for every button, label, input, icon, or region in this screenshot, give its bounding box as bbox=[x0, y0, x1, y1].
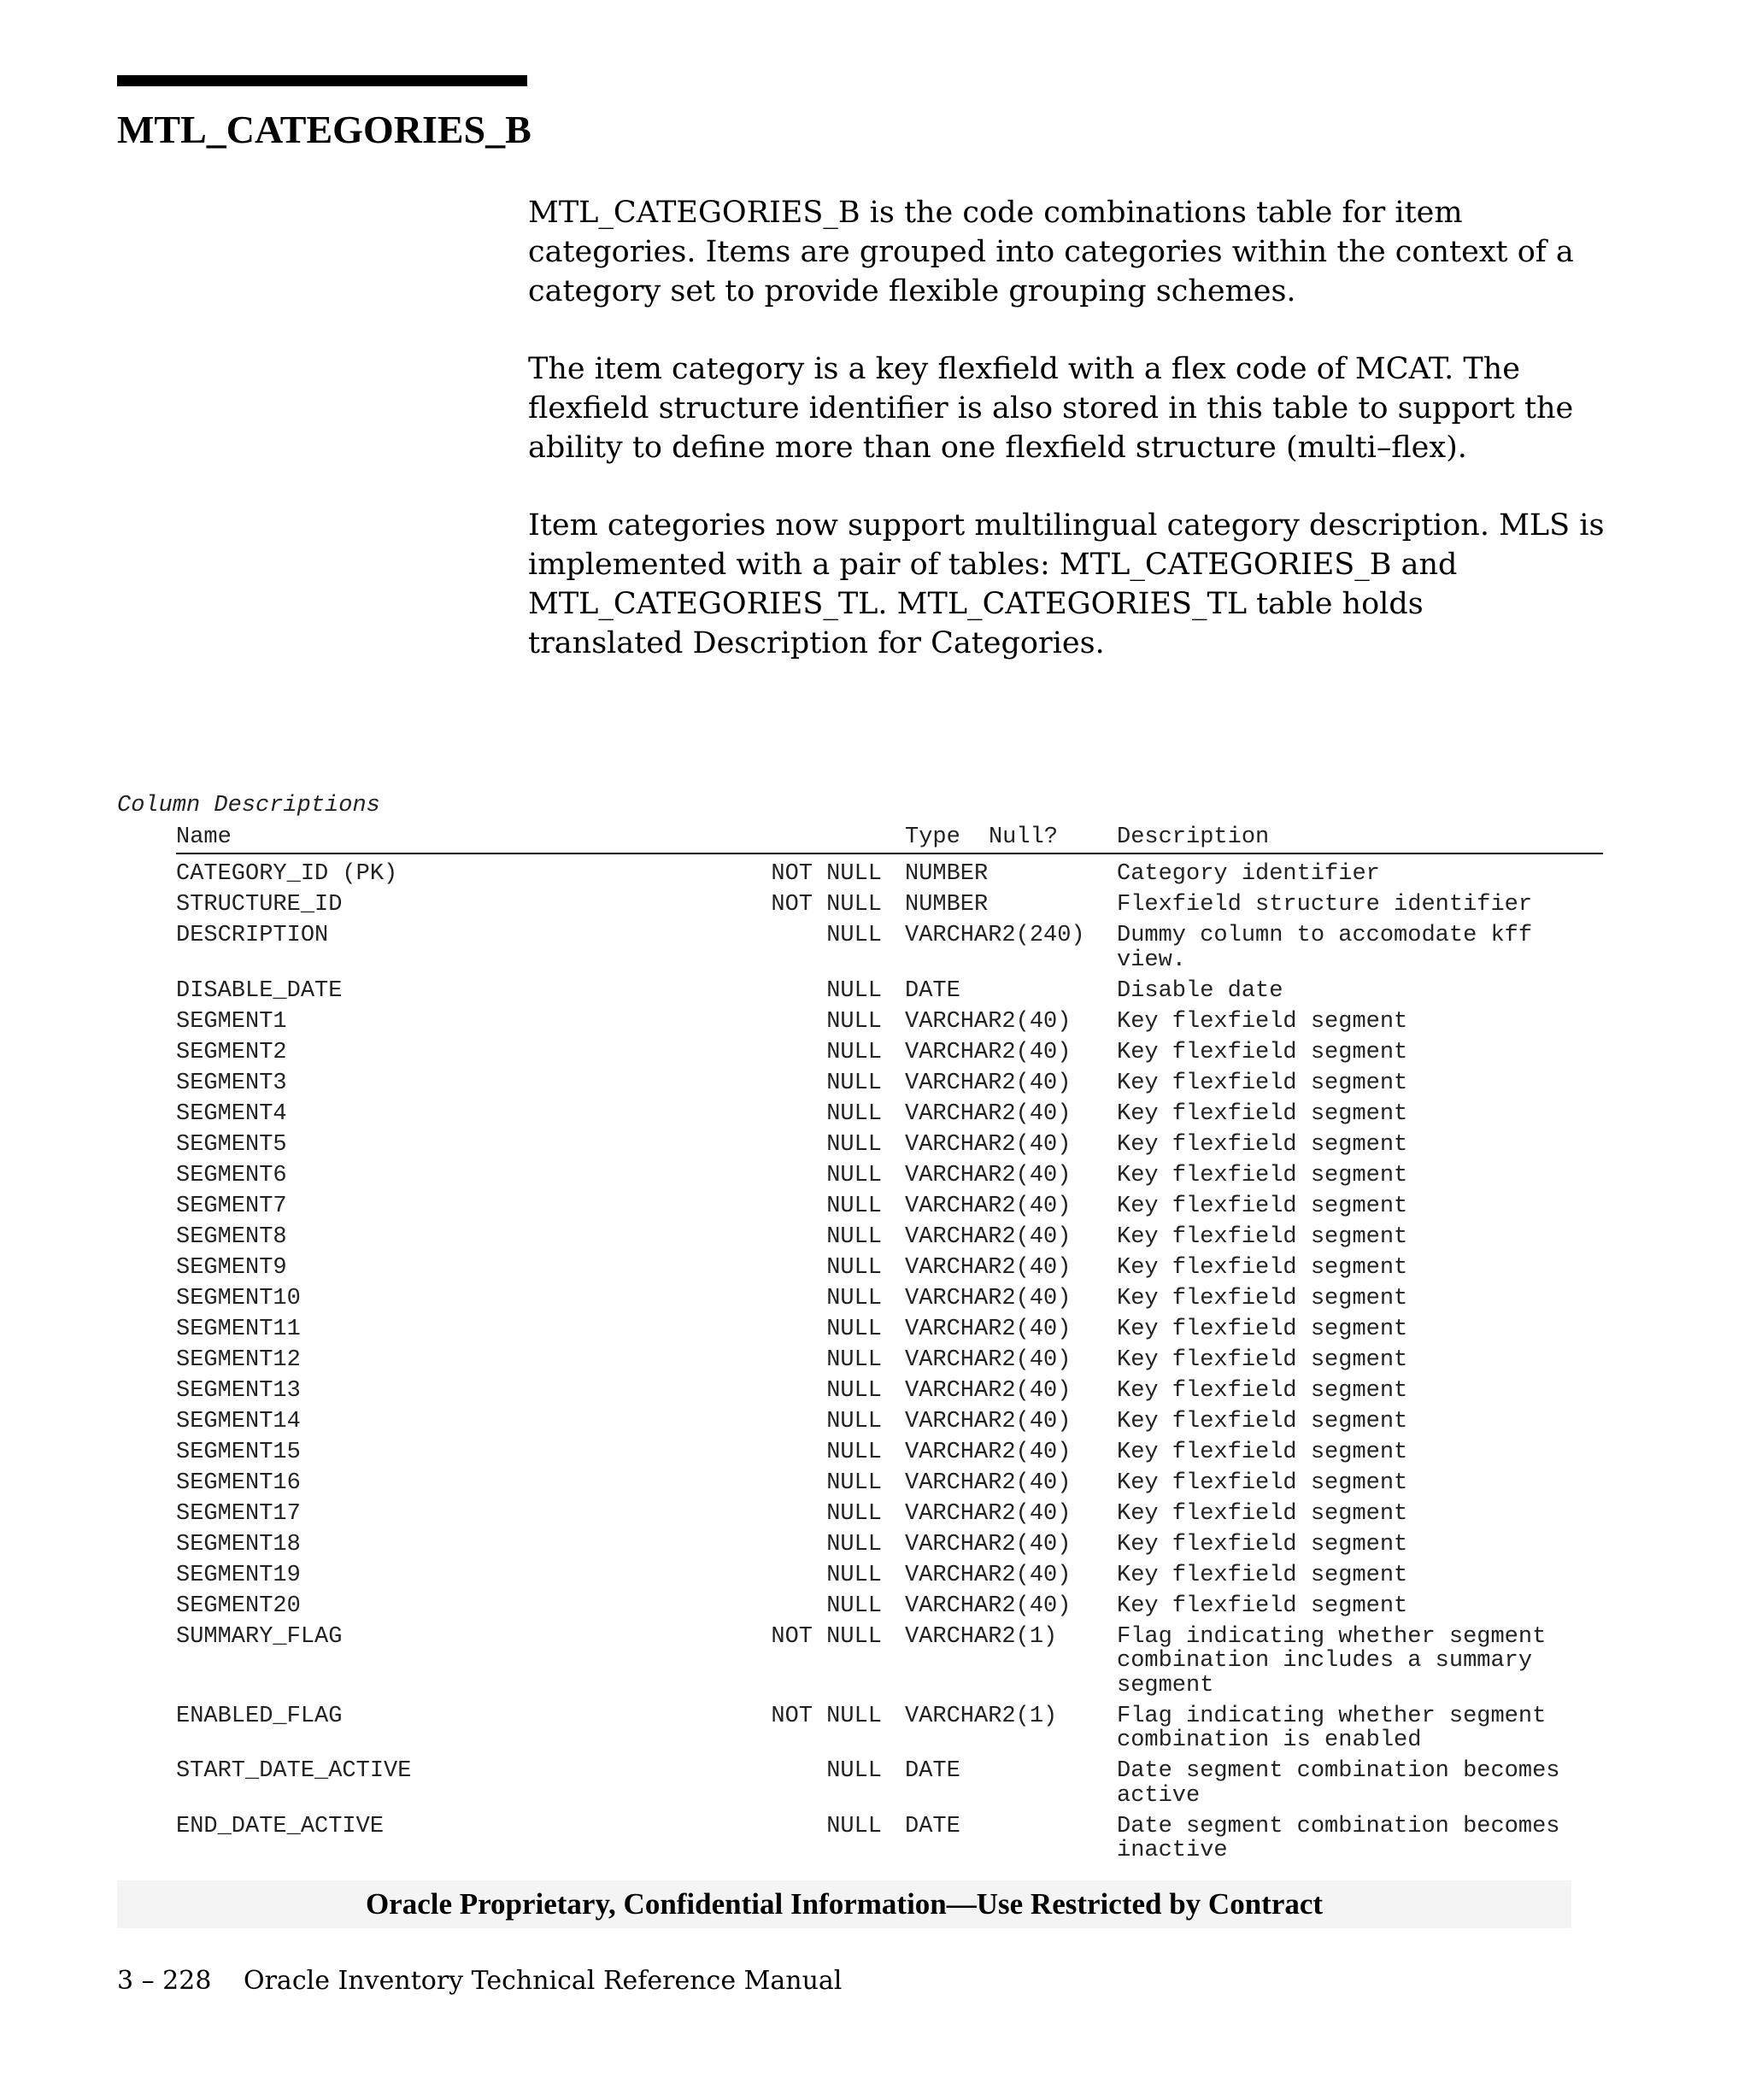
column-description: Key flexfield segment bbox=[1117, 1223, 1408, 1250]
column-type: VARCHAR2(240) bbox=[905, 923, 1085, 948]
column-type: VARCHAR2(40) bbox=[905, 1100, 1072, 1127]
intro-paragraph: MTL_CATEGORIES_B is the code combinations table for item categories. Items are grouped into categories within the context of a category set to provide flexible grouping schemes. bbox=[528, 196, 1574, 308]
column-null: NULL bbox=[826, 1562, 882, 1588]
column-type: VARCHAR2(40) bbox=[905, 1593, 1072, 1619]
column-null: NULL bbox=[826, 1008, 882, 1035]
column-type: VARCHAR2(40) bbox=[905, 1193, 1072, 1219]
column-type: VARCHAR2(40) bbox=[905, 1500, 1072, 1527]
table-row bbox=[176, 1133, 1603, 1158]
table-row bbox=[176, 1317, 1603, 1342]
column-null: NULL bbox=[826, 1193, 882, 1219]
column-null: NOT NULL bbox=[771, 1623, 882, 1650]
table-row bbox=[176, 1410, 1603, 1434]
manual-title: Oracle Inventory Technical Reference Manual bbox=[244, 1966, 843, 1996]
column-description: Key flexfield segment bbox=[1117, 1254, 1408, 1281]
column-null: NULL bbox=[826, 1254, 882, 1281]
table-row bbox=[176, 1102, 1603, 1127]
column-name: CATEGORY_ID (PK) bbox=[176, 861, 398, 887]
column-description: Key flexfield segment bbox=[1117, 1377, 1408, 1404]
column-type: VARCHAR2(40) bbox=[905, 1070, 1072, 1096]
column-null: NULL bbox=[826, 1593, 882, 1619]
section-label: Column Descriptions bbox=[117, 793, 380, 818]
table-row bbox=[176, 1379, 1603, 1404]
table-row bbox=[176, 979, 1603, 1004]
column-description: Date segment combination becomes active bbox=[1117, 1758, 1560, 1809]
column-name: SEGMENT13 bbox=[176, 1377, 301, 1404]
column-type: NUMBER bbox=[905, 892, 989, 918]
confidential-banner bbox=[117, 1880, 1571, 1928]
column-null: NULL bbox=[826, 1223, 882, 1250]
column-name: SEGMENT4 bbox=[176, 1100, 287, 1127]
column-description: Dummy column to accomodate kff view. bbox=[1117, 923, 1533, 973]
column-name: SEGMENT6 bbox=[176, 1162, 287, 1188]
column-name: SEGMENT5 bbox=[176, 1131, 287, 1158]
column-null: NOT NULL bbox=[771, 892, 882, 918]
column-name: SEGMENT16 bbox=[176, 1469, 301, 1496]
column-name: SEGMENT3 bbox=[176, 1070, 287, 1096]
table-row bbox=[176, 1502, 1603, 1527]
table-header bbox=[176, 822, 1603, 854]
column-name: SEGMENT18 bbox=[176, 1531, 301, 1557]
column-name: SEGMENT11 bbox=[176, 1316, 301, 1342]
column-null: NULL bbox=[826, 1758, 882, 1784]
column-description: Key flexfield segment bbox=[1117, 1039, 1408, 1065]
column-type: VARCHAR2(40) bbox=[905, 1316, 1072, 1342]
column-null: NULL bbox=[826, 1469, 882, 1496]
column-name: SEGMENT9 bbox=[176, 1254, 287, 1281]
column-name: ENABLED_FLAG bbox=[176, 1703, 343, 1729]
table-row bbox=[176, 1471, 1603, 1496]
column-name: SEGMENT8 bbox=[176, 1223, 287, 1250]
column-type: VARCHAR2(1) bbox=[905, 1623, 1058, 1650]
table-row bbox=[176, 1287, 1603, 1311]
column-null: NOT NULL bbox=[771, 861, 882, 887]
table-row bbox=[176, 1225, 1603, 1250]
column-description: Category identifier bbox=[1117, 861, 1380, 887]
column-null: NULL bbox=[826, 1316, 882, 1342]
intro-text bbox=[528, 193, 1639, 701]
column-type: VARCHAR2(1) bbox=[905, 1703, 1058, 1729]
column-name: SEGMENT2 bbox=[176, 1039, 287, 1065]
table-row bbox=[176, 1164, 1603, 1188]
column-description: Key flexfield segment bbox=[1117, 1285, 1408, 1311]
table-row bbox=[176, 1594, 1603, 1619]
column-type: VARCHAR2(40) bbox=[905, 1039, 1072, 1065]
column-name: START_DATE_ACTIVE bbox=[176, 1758, 412, 1784]
column-type: VARCHAR2(40) bbox=[905, 1469, 1072, 1496]
header-name: Name bbox=[176, 824, 232, 850]
intro-paragraph: The item category is a key flexfield with a flex code of MCAT. The flexfield structure identifier is also stored in this table to support the ability to define more than one flexfield structure (multi–flex). bbox=[528, 352, 1574, 465]
table-row bbox=[176, 1010, 1603, 1035]
column-name: SEGMENT1 bbox=[176, 1008, 287, 1035]
column-description: Key flexfield segment bbox=[1117, 1070, 1408, 1096]
column-description: Key flexfield segment bbox=[1117, 1193, 1408, 1219]
column-type: VARCHAR2(40) bbox=[905, 1439, 1072, 1465]
table-row bbox=[176, 893, 1603, 918]
column-type: VARCHAR2(40) bbox=[905, 1008, 1072, 1035]
table-row bbox=[176, 862, 1603, 887]
column-description: Date segment combination becomes inactive bbox=[1117, 1813, 1560, 1863]
column-null: NULL bbox=[826, 1346, 882, 1373]
table-row bbox=[176, 1348, 1603, 1373]
column-name: SEGMENT14 bbox=[176, 1408, 301, 1434]
column-name: STRUCTURE_ID bbox=[176, 892, 343, 918]
column-null: NULL bbox=[826, 1500, 882, 1527]
column-null: NULL bbox=[826, 1408, 882, 1434]
table-row bbox=[176, 1041, 1603, 1065]
column-type: NUMBER bbox=[905, 861, 989, 887]
table-row bbox=[176, 1256, 1603, 1281]
header-type: Type bbox=[905, 824, 960, 850]
column-null: NULL bbox=[826, 1377, 882, 1404]
column-description: Key flexfield segment bbox=[1117, 1346, 1408, 1373]
column-description: Key flexfield segment bbox=[1117, 1531, 1408, 1557]
table-row bbox=[176, 1194, 1603, 1219]
column-type: VARCHAR2(40) bbox=[905, 1285, 1072, 1311]
column-null: NULL bbox=[826, 977, 882, 1004]
column-description: Key flexfield segment bbox=[1117, 1500, 1408, 1527]
column-type: VARCHAR2(40) bbox=[905, 1346, 1072, 1373]
header-description: Description bbox=[1117, 824, 1270, 850]
column-null: NULL bbox=[826, 1531, 882, 1557]
table-row bbox=[176, 924, 1603, 972]
column-null: NULL bbox=[826, 923, 882, 948]
column-type: DATE bbox=[905, 977, 960, 1004]
table-row bbox=[176, 1563, 1603, 1588]
column-null: NOT NULL bbox=[771, 1703, 882, 1729]
intro-paragraph: Item categories now support multilingual category description. MLS is implemented with a pair of tables: MTL_CATEGORIES_B and MTL_CATEGORIES_TL. MTL_CATEGORIES_TL table holds translated Description for Categories. bbox=[528, 508, 1605, 660]
column-type: VARCHAR2(40) bbox=[905, 1131, 1072, 1158]
column-description: Flexfield structure identifier bbox=[1117, 892, 1533, 918]
column-name: SEGMENT15 bbox=[176, 1439, 301, 1465]
table-body bbox=[176, 854, 1603, 1863]
column-description: Key flexfield segment bbox=[1117, 1131, 1408, 1158]
page-footer bbox=[117, 1965, 842, 1997]
header-null: Null? bbox=[988, 824, 1058, 850]
column-description: Key flexfield segment bbox=[1117, 1593, 1408, 1619]
column-description: Key flexfield segment bbox=[1117, 1562, 1408, 1588]
column-name: DISABLE_DATE bbox=[176, 977, 343, 1004]
table-row bbox=[176, 1440, 1603, 1465]
heading-rule bbox=[117, 75, 527, 86]
column-description: Flag indicating whether segment combination is enabled bbox=[1117, 1703, 1547, 1753]
table-row bbox=[176, 1704, 1603, 1753]
column-type: VARCHAR2(40) bbox=[905, 1223, 1072, 1250]
column-table bbox=[176, 822, 1603, 1869]
column-null: NULL bbox=[826, 1070, 882, 1096]
column-description: Key flexfield segment bbox=[1117, 1469, 1408, 1496]
column-name: DESCRIPTION bbox=[176, 923, 329, 948]
column-null: NULL bbox=[826, 1100, 882, 1127]
column-type: VARCHAR2(40) bbox=[905, 1377, 1072, 1404]
column-description: Disable date bbox=[1117, 977, 1283, 1004]
column-description: Key flexfield segment bbox=[1117, 1162, 1408, 1188]
column-null: NULL bbox=[826, 1813, 882, 1839]
column-name: SEGMENT12 bbox=[176, 1346, 301, 1373]
column-type: VARCHAR2(40) bbox=[905, 1531, 1072, 1557]
column-type: VARCHAR2(40) bbox=[905, 1562, 1072, 1588]
column-name: SUMMARY_FLAG bbox=[176, 1623, 343, 1650]
column-name: SEGMENT20 bbox=[176, 1593, 301, 1619]
column-description: Key flexfield segment bbox=[1117, 1316, 1408, 1342]
table-row bbox=[176, 1533, 1603, 1557]
column-description: Key flexfield segment bbox=[1117, 1100, 1408, 1127]
table-row bbox=[176, 1071, 1603, 1096]
table-row bbox=[176, 1625, 1603, 1698]
column-type: VARCHAR2(40) bbox=[905, 1162, 1072, 1188]
confidential-text: Oracle Proprietary, Confidential Information––Use Restricted by Contract bbox=[365, 1887, 1324, 1921]
column-description: Key flexfield segment bbox=[1117, 1008, 1408, 1035]
page-title: MTL_CATEGORIES_B bbox=[117, 108, 531, 151]
column-name: SEGMENT19 bbox=[176, 1562, 301, 1588]
table-row bbox=[176, 1759, 1603, 1808]
column-description: Key flexfield segment bbox=[1117, 1439, 1408, 1465]
column-description: Key flexfield segment bbox=[1117, 1408, 1408, 1434]
column-type: VARCHAR2(40) bbox=[905, 1254, 1072, 1281]
column-null: NULL bbox=[826, 1162, 882, 1188]
column-name: SEGMENT10 bbox=[176, 1285, 301, 1311]
column-name: SEGMENT7 bbox=[176, 1193, 287, 1219]
column-null: NULL bbox=[826, 1439, 882, 1465]
column-null: NULL bbox=[826, 1131, 882, 1158]
column-type: VARCHAR2(40) bbox=[905, 1408, 1072, 1434]
column-type: DATE bbox=[905, 1758, 960, 1784]
column-name: END_DATE_ACTIVE bbox=[176, 1813, 385, 1839]
column-type: DATE bbox=[905, 1813, 960, 1839]
column-null: NULL bbox=[826, 1039, 882, 1065]
table-row bbox=[176, 1815, 1603, 1863]
column-name: SEGMENT17 bbox=[176, 1500, 301, 1527]
page-number: 3 – 228 bbox=[117, 1966, 212, 1996]
column-null: NULL bbox=[826, 1285, 882, 1311]
column-description: Flag indicating whether segment combination includes a summary segment bbox=[1117, 1623, 1547, 1698]
